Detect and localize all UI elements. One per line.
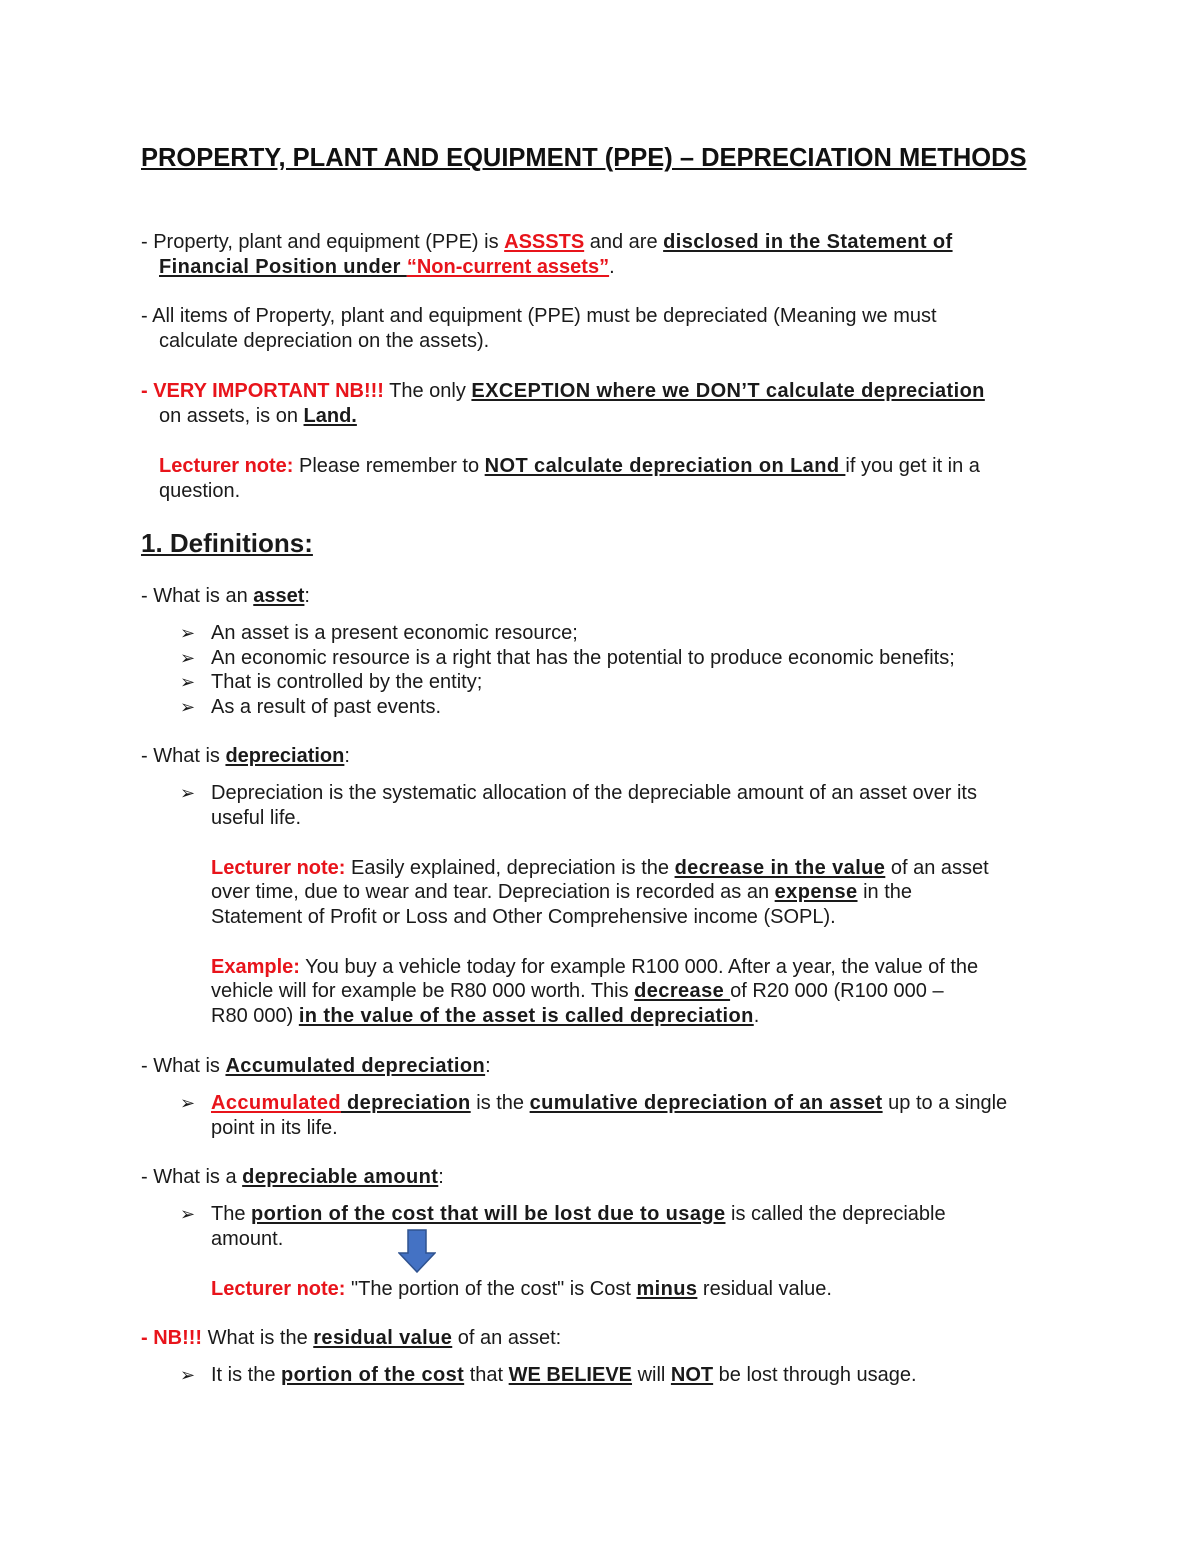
term: residual value [313,1327,453,1349]
text: : [304,585,310,607]
term: asset [253,585,305,607]
text: . [753,1005,760,1027]
exception-line-1 [141,379,985,404]
example-line-1 [211,955,978,980]
list-item-cont: useful life. [211,807,302,829]
term: depreciable amount [242,1166,439,1188]
text: The only [383,380,472,402]
text: will [632,1364,671,1386]
down-arrow-icon [398,1229,436,1273]
example-line-2 [211,979,944,1004]
nb-label: - NB!!! [141,1327,203,1349]
list-item [211,1363,917,1388]
lecturer-note-line-2: question. [159,480,241,502]
text: residual value. [697,1278,832,1300]
intro-line-2 [159,255,615,280]
text: Easily explained, depreciation is the [345,857,675,879]
emphasis: depreciation [341,1092,471,1114]
term: Accumulated depreciation [225,1055,486,1077]
emphasis: cumulative depreciation of an asset [529,1092,883,1114]
emphasis: disclosed in the Statement of [663,231,953,253]
text: - What is [141,745,226,767]
arrowhead-bullet-icon: ➢ [180,648,196,668]
page-title: PROPERTY, PLANT AND EQUIPMENT (PPE) – DEPRECIATION METHODS [141,144,1027,172]
emphasis: Financial Position under [159,256,407,278]
arrowhead-bullet-icon: ➢ [180,1365,196,1385]
text: : [344,745,350,767]
text: What is the [202,1327,314,1349]
depreciate-line-1: - All items of Property, plant and equipment (PPE) must be depreciated (Meaning we must [141,305,937,327]
text: is the [470,1092,530,1114]
list-item: Depreciation is the systematic allocation of the depreciable amount of an asset over its [211,782,977,804]
text: "The portion of the cost" is Cost [345,1278,637,1300]
emphasis: NOT [670,1364,714,1386]
intro-line-1 [141,230,953,255]
term: depreciation [225,745,345,767]
emphasis: decrease [634,980,731,1002]
emphasis: minus [636,1278,698,1300]
text: - What is an [141,585,254,607]
list-item-cont: amount. [211,1228,284,1250]
emphasis: Land. [303,405,357,427]
question-accumulated [141,1054,491,1079]
example-label: Example: [211,956,300,978]
text: of an asset [885,857,989,879]
list-item: An asset is a present economic resource; [211,622,578,644]
emphasis: in the value of the asset is called depreciation [298,1005,754,1027]
text: . [609,256,615,278]
dep-note-line-1 [211,856,989,881]
text: is called the depreciable [725,1203,946,1225]
dep-note-line-2 [211,880,912,905]
highlight-noncurrent: “Non-current assets” [406,256,610,278]
emphasis: NOT calculate depreciation on Land [484,455,846,477]
list-item [211,1202,946,1227]
question-depreciable-amount [141,1165,444,1190]
emphasis: decrease in the value [674,857,886,879]
arrowhead-bullet-icon: ➢ [180,783,196,803]
text: over time, due to wear and tear. Depreciation is recorded as an [211,881,775,903]
text: and are [584,231,664,253]
da-note-line [211,1277,832,1302]
arrowhead-bullet-icon: ➢ [180,1204,196,1224]
text: Please remember to [293,455,485,477]
text: up to a single [882,1092,1008,1114]
arrowhead-bullet-icon: ➢ [180,623,196,643]
section-heading: 1. Definitions: [141,528,313,558]
dep-note-line-3: Statement of Profit or Loss and Other Comprehensive income (SOPL). [211,906,836,928]
emphasis: portion of the cost [281,1364,465,1386]
arrowhead-bullet-icon: ➢ [180,697,196,717]
list-item: An economic resource is a right that has the potential to produce economic benefits; [211,647,955,669]
exception-line-2 [159,404,357,429]
text: It is the [211,1364,282,1386]
emphasis: portion of the cost that will be lost due to usage [251,1203,726,1225]
emphasis: expense [774,881,858,903]
depreciate-line-2: calculate depreciation on the assets). [159,330,490,352]
highlight-assets: ASSSTS [504,231,585,253]
question-depreciation [141,744,350,769]
text: in the [857,881,912,903]
text: vehicle will for example be R80 000 worth. This [211,980,635,1002]
text: if you get it in a [845,455,980,477]
question-residual-value [141,1326,561,1351]
text: be lost through usage. [713,1364,917,1386]
text: : [438,1166,444,1188]
lecturer-note-line-1 [159,454,980,479]
lecturer-note-label: Lecturer note: [159,455,294,477]
list-item-cont: point in its life. [211,1117,338,1139]
emphasis: WE BELIEVE [508,1364,633,1386]
highlight: Accumulated [211,1092,341,1114]
list-item [211,1091,1007,1116]
text: of R20 000 (R100 000 – [730,980,944,1002]
lecturer-note-label: Lecturer note: [211,1278,346,1300]
text: You buy a vehicle today for example R100 000. After a year, the value of the [299,956,979,978]
question-asset [141,584,310,609]
arrowhead-bullet-icon: ➢ [180,672,196,692]
text: of an asset: [452,1327,562,1349]
text: : [485,1055,491,1077]
list-item: As a result of past events. [211,696,442,718]
emphasis: EXCEPTION where we DON’T calculate depreciation [471,380,985,402]
text: that [464,1364,509,1386]
list-item: That is controlled by the entity; [211,671,483,693]
text: The [211,1203,252,1225]
nb-label: - VERY IMPORTANT NB!!! [141,380,384,402]
text: - What is a [141,1166,243,1188]
text: R80 000) [211,1005,299,1027]
text: - Property, plant and equipment (PPE) is [141,231,505,253]
text: - What is [141,1055,226,1077]
lecturer-note-label: Lecturer note: [211,857,346,879]
text: on assets, is on [159,405,304,427]
arrowhead-bullet-icon: ➢ [180,1093,196,1113]
example-line-3 [211,1004,759,1029]
